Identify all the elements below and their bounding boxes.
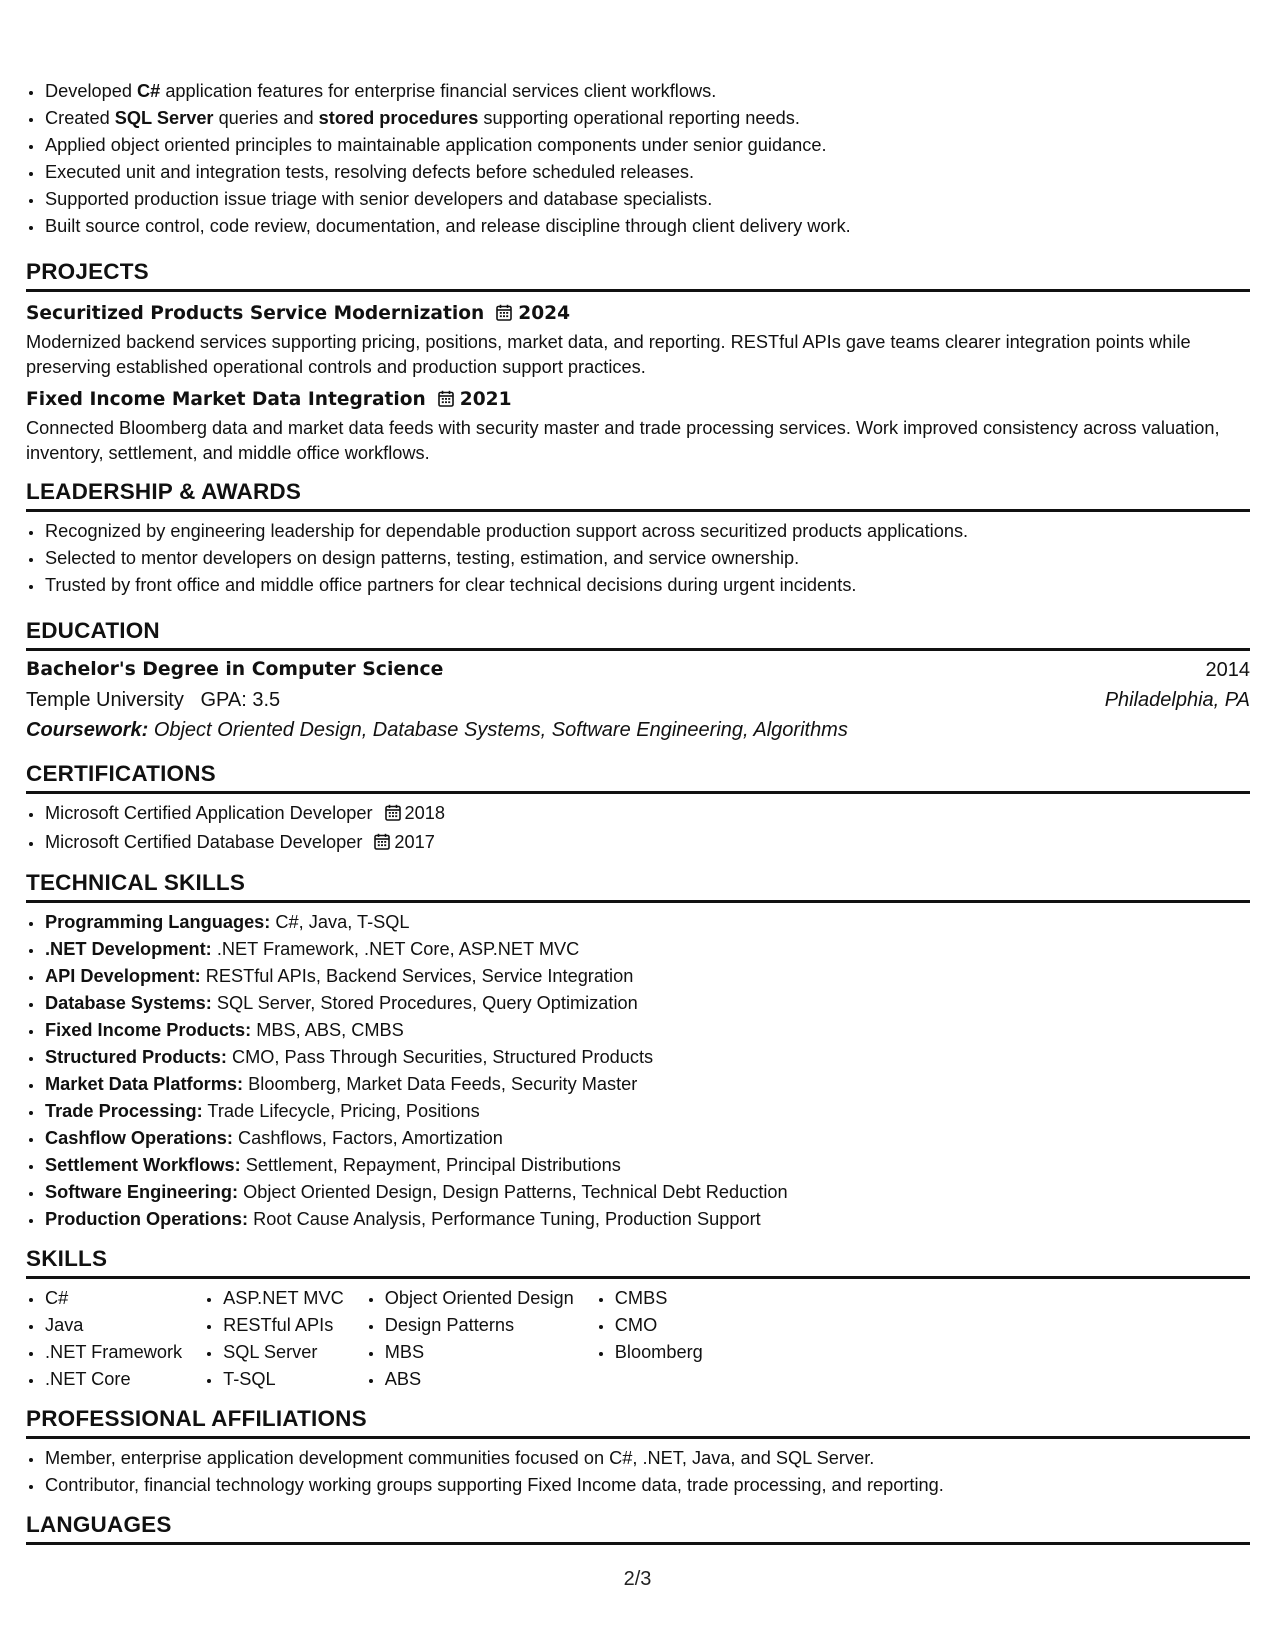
experience-bullets [26,78,1250,240]
resume-content [26,78,1250,1545]
education-row-school [26,685,1250,715]
technical-skills-section [26,868,1250,1233]
school-location: Philadelphia, PA [1104,689,1250,711]
list-item [44,105,1250,132]
section-title-leadership: LEADERSHIP & AWARDS [26,477,1250,512]
bullet-text: Built source control, code review, documentation, and release discipline through client delivery work. [45,216,851,236]
skills-column-list [26,1285,182,1393]
bullet-text: Applied object oriented principles to maintainable application components under senior guidance. [45,135,827,155]
coursework [26,715,1250,745]
skills-column-list [596,1285,703,1366]
list-item [44,800,1250,829]
list-item [44,1179,1250,1206]
list-item: • T-SQL [222,1366,344,1393]
list-item: • ABS [384,1366,574,1393]
bullet-text: supporting operational reporting needs. [478,108,800,128]
school-name: Temple University [26,689,184,711]
project-heading [26,300,1250,330]
project-name: Securitized Products Service Modernization [26,303,485,324]
skill-category: Programming Languages: [45,912,271,932]
skills-column [366,1285,574,1393]
skills-grid [26,1279,1250,1393]
bullet-text: application features for enterprise financial services client workflows. [160,81,717,101]
skill-category: Structured Products: [45,1047,227,1067]
project-name: Fixed Income Market Data Integration [26,389,426,410]
school-gpa [26,685,280,715]
project-year: 2021 [459,389,512,410]
skill-values: CMO, Pass Through Securities, Structured Products [231,1047,654,1067]
certifications-list [26,800,1250,858]
languages-section [26,1510,1250,1545]
skill-category: .NET Development: [45,939,212,959]
list-item: • Bloomberg [614,1339,703,1366]
skill-category: Fixed Income Products: [45,1020,252,1040]
graduation-year: 2014 [1205,659,1250,681]
gpa: GPA: 3.5 [200,689,281,711]
list-item [44,1017,1250,1044]
skills-column [26,1285,182,1393]
degree: Bachelor's Degree in Computer Science [26,659,444,680]
skill-category: Database Systems: [45,993,212,1013]
list-item: • SQL Server [222,1339,344,1366]
skills-column [204,1285,344,1393]
technical-skills-list [26,909,1250,1233]
list-item [44,909,1250,936]
skill-values: C#, Java, T-SQL [275,912,410,932]
leadership-section [26,477,1250,599]
list-item: • Trusted by front office and middle office partners for clear technical decisions during urgent incidents. [44,572,1250,599]
skill-values: Root Cause Analysis, Performance Tuning, Production Support [253,1209,761,1229]
list-item: • ASP.NET MVC [222,1285,344,1312]
certification-name: Microsoft Certified Database Developer [45,832,363,852]
projects-list [26,292,1250,466]
section-title-projects: PROJECTS [26,257,1250,292]
list-item: • Member, enterprise application development communities focused on C#, .NET, Java, and SQL Server. [44,1445,1250,1472]
skills-section [26,1244,1250,1393]
list-item [44,936,1250,963]
skill-values: SQL Server, Stored Procedures, Query Optimization [216,993,638,1013]
coursework-list: Object Oriented Design, Database Systems, Software Engineering, Algorithms [153,719,848,741]
list-item: • CMO [614,1312,703,1339]
bullet-text: Created [45,108,115,128]
education-row-degree [26,655,1250,685]
skill-category: Software Engineering: [45,1182,239,1202]
skill-values: Trade Lifecycle, Pricing, Positions [207,1101,480,1121]
project-description: Connected Bloomberg data and market data feeds with security master and trade processing services. Work improved consistency across valuation, inventory, settlement, and middle office workflows. [26,418,1220,463]
certification-name: Microsoft Certified Application Developer [45,803,373,823]
list-item: • C# [44,1285,182,1312]
bullet-text: Executed unit and integration tests, resolving defects before scheduled releases. [45,162,695,182]
certifications-section [26,759,1250,858]
skill-values: Object Oriented Design, Design Patterns, Technical Debt Reduction [243,1182,788,1202]
skill-values: Bloomberg, Market Data Feeds, Security Master [248,1074,638,1094]
education-section [26,616,1250,745]
certification-year: 2017 [394,832,435,852]
skill-values: RESTful APIs, Backend Services, Service Integration [205,966,634,986]
list-item [44,1125,1250,1152]
certification-year: 2018 [404,803,445,823]
skills-column-list [204,1285,344,1393]
section-title-technical-skills: TECHNICAL SKILLS [26,868,1250,903]
skill-category: Production Operations: [45,1209,249,1229]
skill-values: Cashflows, Factors, Amortization [238,1128,503,1148]
calendar-icon [374,831,390,858]
skills-column [596,1285,703,1393]
list-item: • CMBS [614,1285,703,1312]
list-item: • Recognized by engineering leadership for dependable production support across securitized products applications. [44,518,1250,545]
list-item: • Selected to mentor developers on design patterns, testing, estimation, and service ownership. [44,545,1250,572]
list-item [44,963,1250,990]
list-item [44,1098,1250,1125]
project-heading [26,386,1250,416]
list-item [44,990,1250,1017]
list-item [44,186,1250,213]
project-year: 2024 [518,303,571,324]
affiliations-list [26,1445,1250,1499]
list-item [44,1071,1250,1098]
list-item: • Contributor, financial technology working groups supporting Fixed Income data, trade processing, and reporting. [44,1472,1250,1499]
list-item [44,213,1250,240]
skill-category: Settlement Workflows: [45,1155,241,1175]
calendar-icon [438,388,454,416]
list-item: • Object Oriented Design [384,1285,574,1312]
list-item: • MBS [384,1339,574,1366]
project-description: Modernized backend services supporting pricing, positions, market data, and reporting. RESTful APIs gave teams clearer integration points while preserving established operational controls and production support practices. [26,332,1191,377]
list-item: • .NET Core [44,1366,182,1393]
bullet-text: queries and [213,108,319,128]
list-item [44,78,1250,105]
skill-category: Market Data Platforms: [45,1074,244,1094]
section-title-languages: LANGUAGES [26,1510,1250,1545]
section-title-education: EDUCATION [26,616,1250,651]
bullet-bold: stored procedures [318,108,479,128]
skill-values: .NET Framework, .NET Core, ASP.NET MVC [216,939,580,959]
list-item [44,1044,1250,1071]
bullet-text: Developed [45,81,138,101]
list-item [44,132,1250,159]
leadership-list [26,518,1250,599]
projects-section [26,257,1250,466]
section-title-affiliations: PROFESSIONAL AFFILIATIONS [26,1404,1250,1439]
section-title-skills: SKILLS [26,1244,1250,1279]
bullet-bold: SQL Server [114,108,214,128]
list-item: • RESTful APIs [222,1312,344,1339]
bullet-bold: C# [137,81,161,101]
skill-values: MBS, ABS, CMBS [256,1020,404,1040]
list-item [44,1152,1250,1179]
page-number: 2/3 [623,1568,652,1590]
section-title-certifications: CERTIFICATIONS [26,759,1250,794]
list-item [44,159,1250,186]
list-item [44,829,1250,858]
affiliations-section [26,1404,1250,1499]
calendar-icon [385,802,401,829]
skill-values: Settlement, Repayment, Principal Distributions [245,1155,621,1175]
skill-category: API Development: [45,966,201,986]
skills-column-list [366,1285,574,1393]
list-item: • Design Patterns [384,1312,574,1339]
list-item [44,1206,1250,1233]
coursework-label: Coursework: [26,719,149,741]
list-item: • .NET Framework [44,1339,182,1366]
calendar-icon [496,302,512,330]
skill-category: Cashflow Operations: [45,1128,233,1148]
list-item: • Java [44,1312,182,1339]
bullet-text: Supported production issue triage with senior developers and database specialists. [45,189,713,209]
skill-category: Trade Processing: [45,1101,203,1121]
